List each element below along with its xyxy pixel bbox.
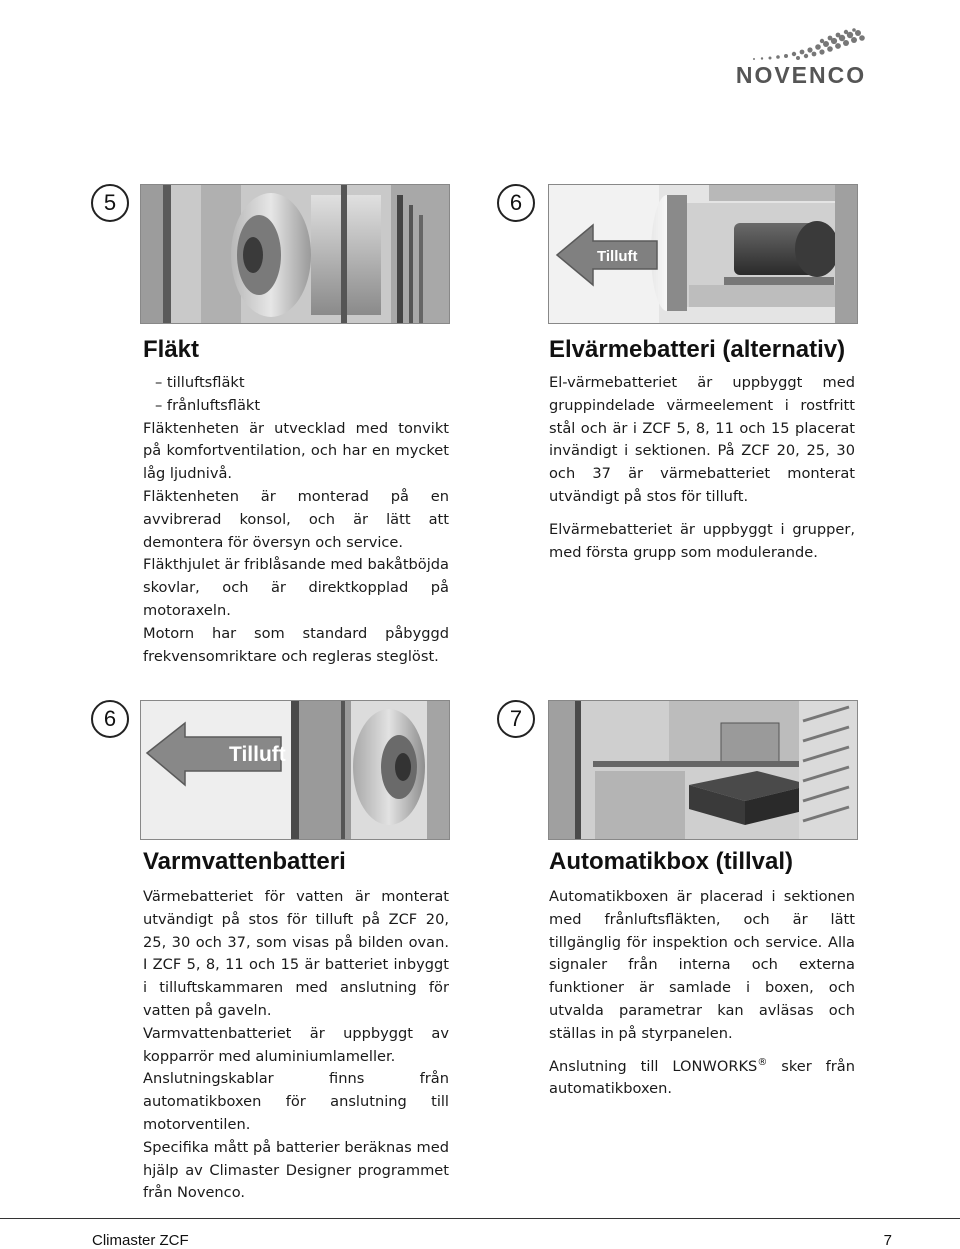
varmvatten-paragraph-3: Anslutningskablar finns från automatikboxen för anslutning till motorventilen. (143, 1070, 449, 1133)
varmvatten-body (143, 886, 449, 1205)
control-box-photo (548, 700, 858, 840)
tilluft-arrow-label: Tilluft (597, 248, 638, 265)
page-number: 7 (883, 1232, 892, 1249)
flakt-body (143, 372, 449, 668)
novenco-logo (706, 28, 896, 88)
section-title-automatik: Automatikbox (tillval) (549, 848, 794, 875)
elvarme-body (549, 372, 855, 574)
water-heater-photo (140, 700, 450, 840)
section-title-elvarme: Elvärmebatteri (alternativ) (549, 336, 846, 363)
automatik-paragraph-2 (549, 1056, 855, 1102)
electric-heater-photo (548, 184, 858, 324)
section-number-6-varmvatten: 6 (91, 700, 129, 738)
flakt-line-3: Fläktenheten är utvecklad med tonvikt på komfortventilation, och har en mycket låg ljudnivå. (143, 419, 449, 483)
automatik-paragraph-1: Automatikboxen är placerad i sektionen med frånluftsfläkten, och är lätt tillgänglig för inspektion och service. Alla signaler från interna och externa funktioner är samlade i boxen, och utvalda parametrar kan avläsas och ställas in på styrpanelen. (549, 888, 855, 1042)
elvarme-paragraph-1: El-värmebatteriet är uppbyggt med gruppindelade värmeelement i rostfritt stål och är i ZCF 5, 8, 11 och 15 placerat invändigt i sektionen. På ZCF 20, 25, 30 och 37 är värmebatteriet monterat utvändigt på stos för tilluft. (549, 374, 855, 505)
flakt-line-1: – tilluftsfläkt (155, 374, 245, 391)
varmvatten-paragraph-4: Specifika mått på batterier beräknas med hjälp av Climaster Designer programmet från Novenco. (143, 1138, 449, 1202)
flakt-line-5: Fläkthjulet är friblåsande med bakåtböjda skovlar, och är direktkopplad på motoraxeln. (143, 556, 449, 619)
section-number-5: 5 (91, 184, 129, 222)
elvarme-paragraph-2: Elvärmebatteriet är uppbyggt i grupper, med första grupp som modulerande. (549, 520, 855, 561)
logo-dots-icon (734, 28, 868, 60)
registered-mark: ® (757, 1056, 768, 1068)
flakt-line-2: – frånluftsfläkt (155, 396, 261, 414)
section-number-7: 7 (497, 700, 535, 738)
lonworks-pre: Anslutning till LONWORKS (549, 1057, 758, 1075)
section-title-flakt: Fläkt (143, 336, 200, 363)
varmvatten-paragraph-1: Värmebatteriet för vatten är monterat utvändigt på stos för tilluft på ZCF 20, 25, 30 och 37, som visas på bilden ovan. I ZCF 5, 8, 11 och 15 är batteriet inbyggt i tilluftskammaren med anslutning för vatten på gaveln. (143, 888, 449, 1019)
footer-product: Climaster ZCF (92, 1232, 189, 1249)
brand-name: NOVENCO (735, 62, 867, 88)
footer-divider (0, 1218, 960, 1219)
fan-photo (140, 184, 450, 324)
section-title-varmvatten: Varmvattenbatteri (143, 848, 346, 875)
section-number-6-elvarme: 6 (497, 184, 535, 222)
varmvatten-paragraph-2: Varmvattenbatteriet är uppbyggt av kopparrör med aluminiumlameller. (143, 1024, 449, 1065)
flakt-line-6: Motorn har som standard påbyggd frekvensomriktare och regleras steglöst. (143, 624, 449, 665)
lonworks-post: sker från automatikboxen. (549, 1057, 855, 1098)
automatik-body (549, 886, 855, 1111)
flakt-line-4: Fläktenheten är monterad på en avvibrerad konsol, och är lätt att demontera för översyn och service. (143, 487, 449, 551)
tilluft-arrow-label-2: Tilluft (229, 743, 286, 766)
